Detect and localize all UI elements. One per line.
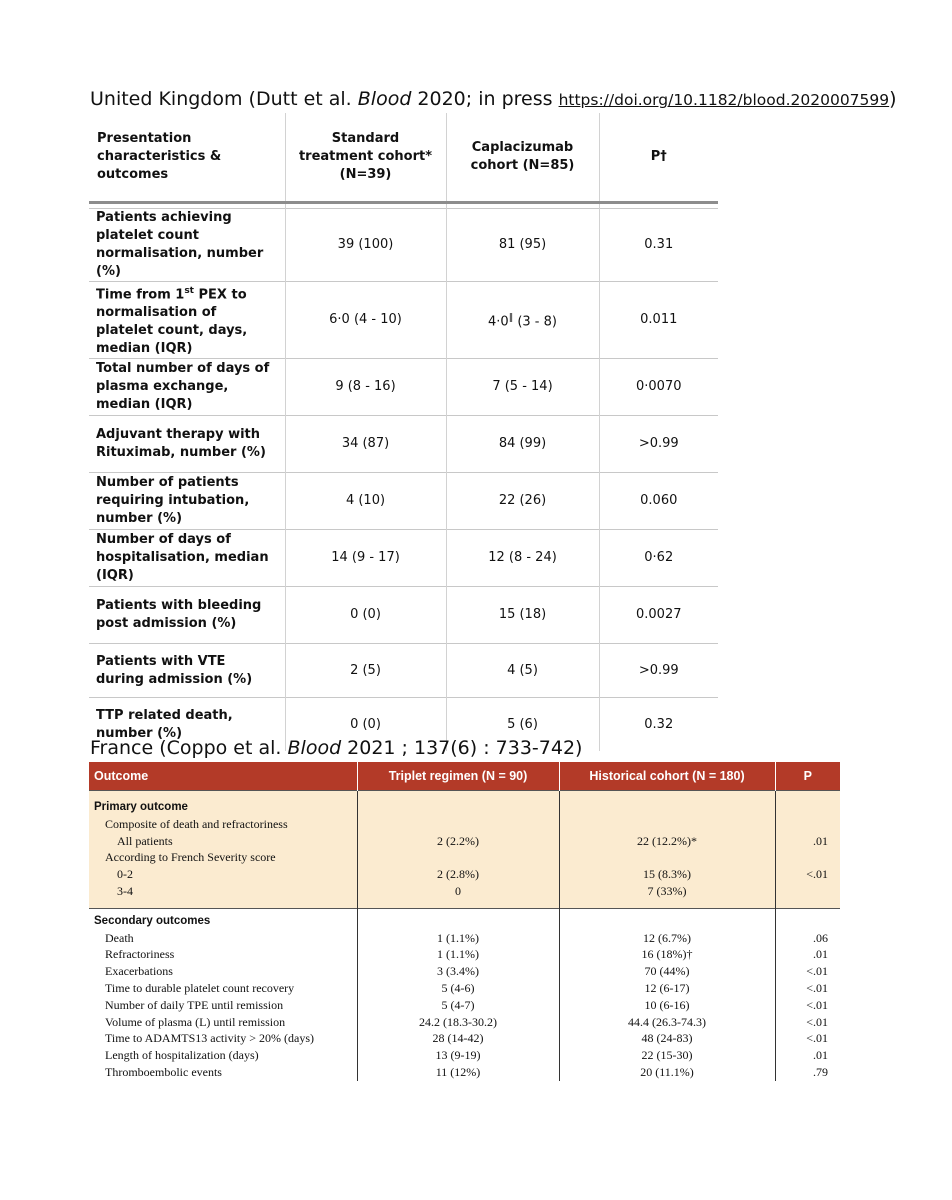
- fr-col-header-p: P: [775, 762, 840, 791]
- table-row: [89, 359, 718, 416]
- row-label: 0-2: [89, 866, 357, 883]
- table-row: [89, 816, 840, 833]
- uk-heading-suffix: ): [889, 88, 897, 110]
- historical-value: 22 (12.2%)*: [559, 833, 775, 850]
- table-row: [89, 473, 718, 530]
- triplet-value: 2 (2.8%): [357, 866, 559, 883]
- triplet-value: 2 (2.2%): [357, 833, 559, 850]
- row-label: Number of days of hospitalisation, median (IQR): [89, 530, 285, 587]
- table-row: [89, 1014, 840, 1031]
- p-value: .01: [775, 946, 840, 963]
- row-label: Time from 1st PEX to normalisation of platelet count, days, median (IQR): [89, 282, 285, 359]
- p-value: >0.99: [599, 416, 718, 473]
- p-value: <.01: [775, 963, 840, 980]
- p-value: 0.011: [599, 282, 718, 359]
- p-value: [775, 849, 840, 866]
- uk-col-header-caplacizumab: Caplacizumab cohort (N=85): [446, 113, 599, 203]
- standard-value: 39 (100): [285, 209, 446, 282]
- table-row: [89, 997, 840, 1014]
- p-value: <.01: [775, 1030, 840, 1047]
- row-label: 3-4: [89, 883, 357, 900]
- p-value: 0·0070: [599, 359, 718, 416]
- row-label: Time to durable platelet count recovery: [105, 980, 295, 995]
- row-label: Time to ADAMTS13 activity > 20% (days): [105, 1031, 314, 1046]
- historical-value: 20 (11.1%): [559, 1064, 775, 1081]
- table-row: [89, 849, 840, 866]
- uk-col-header-characteristics: Presentation characteristics & outcomes: [89, 113, 285, 203]
- historical-value: 70 (44%): [559, 963, 775, 980]
- primary-outcome-section: [89, 791, 840, 909]
- row-label: According to French Severity score: [89, 849, 357, 866]
- historical-value: 15 (8.3%): [559, 866, 775, 883]
- triplet-value: 5 (4-7): [357, 997, 559, 1014]
- p-value: <.01: [775, 980, 840, 997]
- row-label: Volume of plasma (L) until remission: [105, 1014, 286, 1029]
- row-label: TTP related death, number (%): [89, 698, 285, 751]
- table-row: [89, 416, 718, 473]
- row-label: Refractoriness: [105, 947, 175, 962]
- fr-heading-journal: Blood: [287, 737, 342, 759]
- historical-value: [559, 849, 775, 866]
- row-label: Number of patients requiring intubation, number (%): [89, 473, 285, 530]
- caplacizumab-value: 7 (5 - 14): [446, 359, 599, 416]
- standard-value: 4 (10): [285, 473, 446, 530]
- row-label: Length of hospitalization (days): [105, 1048, 259, 1063]
- table-row: [89, 209, 718, 282]
- historical-value: 10 (6-16): [559, 997, 775, 1014]
- fr-table-header-row: [89, 762, 840, 791]
- caplacizumab-value: 12 (8 - 24): [446, 530, 599, 587]
- p-value: [775, 883, 840, 900]
- triplet-value: 28 (14-42): [357, 1030, 559, 1047]
- fr-col-header-triplet: Triplet regimen (N = 90): [357, 762, 559, 791]
- row-label: Thromboembolic events: [105, 1064, 222, 1079]
- p-value: <.01: [775, 1014, 840, 1031]
- standard-value: 34 (87): [285, 416, 446, 473]
- table-row: [89, 1064, 840, 1081]
- caplacizumab-value: 5 (6): [446, 698, 599, 751]
- section-title-row: [89, 799, 840, 816]
- table-row: [89, 883, 840, 900]
- caplacizumab-value: 15 (18): [446, 587, 599, 644]
- standard-value: 14 (9 - 17): [285, 530, 446, 587]
- doi-link[interactable]: https://doi.org/10.1182/blood.2020007599: [558, 91, 890, 109]
- triplet-value: 13 (9-19): [357, 1047, 559, 1064]
- historical-value: 22 (15-30): [559, 1047, 775, 1064]
- uk-table-header-row: [89, 113, 718, 203]
- standard-value: 0 (0): [285, 698, 446, 751]
- row-label: Composite of death and refractoriness: [89, 816, 357, 833]
- primary-outcome-title: Primary outcome: [89, 799, 357, 816]
- historical-value: 12 (6.7%): [559, 930, 775, 947]
- triplet-value: 5 (4-6): [357, 980, 559, 997]
- p-value: <.01: [775, 997, 840, 1014]
- triplet-value: 11 (12%): [357, 1064, 559, 1081]
- table-row: [89, 833, 840, 850]
- triplet-value: 24.2 (18.3-30.2): [357, 1014, 559, 1031]
- table-row: [89, 946, 840, 963]
- uk-heading-prefix: United Kingdom (Dutt et al.: [90, 88, 358, 110]
- table-row: [89, 866, 840, 883]
- row-label: Adjuvant therapy with Rituximab, number (%): [89, 416, 285, 473]
- row-label: Patients achieving platelet count normalisation, number (%): [89, 209, 285, 282]
- row-label: Exacerbations: [105, 964, 173, 979]
- uk-section-heading: [90, 88, 897, 110]
- france-outcomes-table: [89, 762, 840, 1081]
- p-value: 0.31: [599, 209, 718, 282]
- fr-heading-prefix: France (Coppo et al.: [90, 737, 288, 759]
- table-row: [89, 930, 840, 947]
- triplet-value: 0: [357, 883, 559, 900]
- historical-value: [559, 816, 775, 833]
- standard-value: 6·0 (4 - 10): [285, 282, 446, 359]
- triplet-value: 1 (1.1%): [357, 930, 559, 947]
- secondary-outcome-section: [89, 908, 840, 1080]
- historical-value: 7 (33%): [559, 883, 775, 900]
- row-label: Death: [105, 930, 134, 945]
- historical-value: 44.4 (26.3-74.3): [559, 1014, 775, 1031]
- caplacizumab-value: 81 (95): [446, 209, 599, 282]
- secondary-outcome-title: Secondary outcomes: [89, 908, 357, 929]
- p-value: >0.99: [599, 644, 718, 698]
- caplacizumab-value: 4·0‖ (3 - 8): [446, 282, 599, 359]
- triplet-value: 3 (3.4%): [357, 963, 559, 980]
- p-value: <.01: [775, 866, 840, 883]
- table-row: [89, 1047, 840, 1064]
- p-value: 0.32: [599, 698, 718, 751]
- uk-heading-journal: Blood: [357, 88, 412, 110]
- caplacizumab-value: 4 (5): [446, 644, 599, 698]
- uk-outcomes-table: [89, 113, 718, 751]
- table-row: [89, 587, 718, 644]
- france-section-heading: [90, 737, 582, 759]
- p-value: 0.060: [599, 473, 718, 530]
- table-row: [89, 980, 840, 997]
- table-row: [89, 1030, 840, 1047]
- p-value: 0·62: [599, 530, 718, 587]
- standard-value: 9 (8 - 16): [285, 359, 446, 416]
- standard-value: 2 (5): [285, 644, 446, 698]
- fr-heading-suffix: 2021 ; 137(6) : 733-742): [341, 737, 583, 759]
- historical-value: 48 (24-83): [559, 1030, 775, 1047]
- p-value: [775, 816, 840, 833]
- uk-heading-mid: 2020; in press: [411, 88, 559, 110]
- p-value: .01: [775, 1047, 840, 1064]
- triplet-value: [357, 816, 559, 833]
- row-label: Patients with bleeding post admission (%): [89, 587, 285, 644]
- row-label: Total number of days of plasma exchange, median (IQR): [89, 359, 285, 416]
- fr-col-header-outcome: Outcome: [89, 762, 357, 791]
- triplet-value: 1 (1.1%): [357, 946, 559, 963]
- fr-col-header-historical: Historical cohort (N = 180): [559, 762, 775, 791]
- caplacizumab-value: 22 (26): [446, 473, 599, 530]
- p-value: .79: [775, 1064, 840, 1081]
- historical-value: 12 (6-17): [559, 980, 775, 997]
- caplacizumab-value: 84 (99): [446, 416, 599, 473]
- table-row: [89, 530, 718, 587]
- standard-value: 0 (0): [285, 587, 446, 644]
- row-label: Number of daily TPE until remission: [105, 997, 284, 1012]
- p-value: .06: [775, 930, 840, 947]
- uk-col-header-standard: Standard treatment cohort* (N=39): [285, 113, 446, 203]
- row-label: All patients: [89, 833, 357, 850]
- row-label: Patients with VTE during admission (%): [89, 644, 285, 698]
- p-value: 0.0027: [599, 587, 718, 644]
- table-row: [89, 644, 718, 698]
- historical-value: 16 (18%)†: [559, 946, 775, 963]
- section-title-row: [89, 908, 840, 929]
- p-value: .01: [775, 833, 840, 850]
- table-row: [89, 963, 840, 980]
- triplet-value: [357, 849, 559, 866]
- table-row: [89, 282, 718, 359]
- uk-col-header-p: P†: [599, 113, 718, 203]
